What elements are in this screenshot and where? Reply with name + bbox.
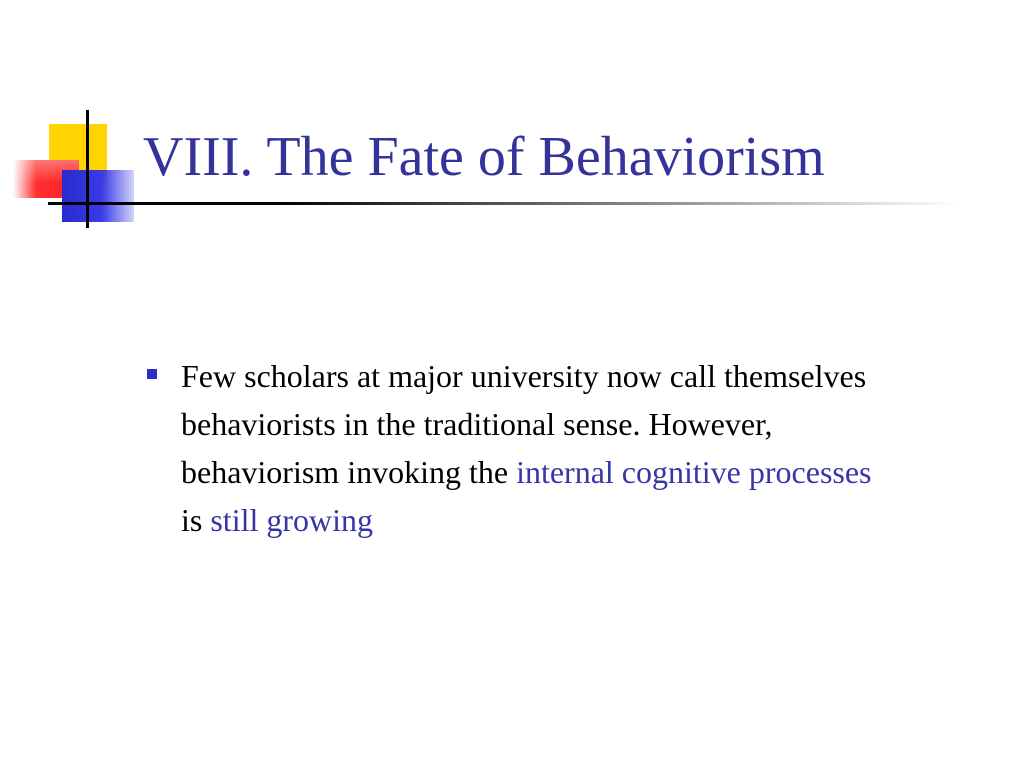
- highlight-internal-cognitive-processes: internal cognitive processes: [516, 454, 872, 490]
- title-underline-rule: [48, 202, 960, 205]
- highlight-still-growing: still growing: [210, 502, 374, 538]
- vertical-rule: [86, 110, 89, 228]
- bullet-text-main: Few scholars at major university now call themselves behaviorists in the traditional sense. However, behaviorism invoking the: [181, 358, 867, 490]
- blue-square: [62, 170, 134, 222]
- bullet-text-mid: is: [181, 502, 211, 538]
- slide-title: VIII. The Fate of Behaviorism: [143, 126, 825, 188]
- square-bullet-icon: [147, 369, 157, 379]
- slide-body: [145, 352, 885, 544]
- bullet-text: [181, 352, 885, 544]
- bullet-item: [145, 352, 885, 544]
